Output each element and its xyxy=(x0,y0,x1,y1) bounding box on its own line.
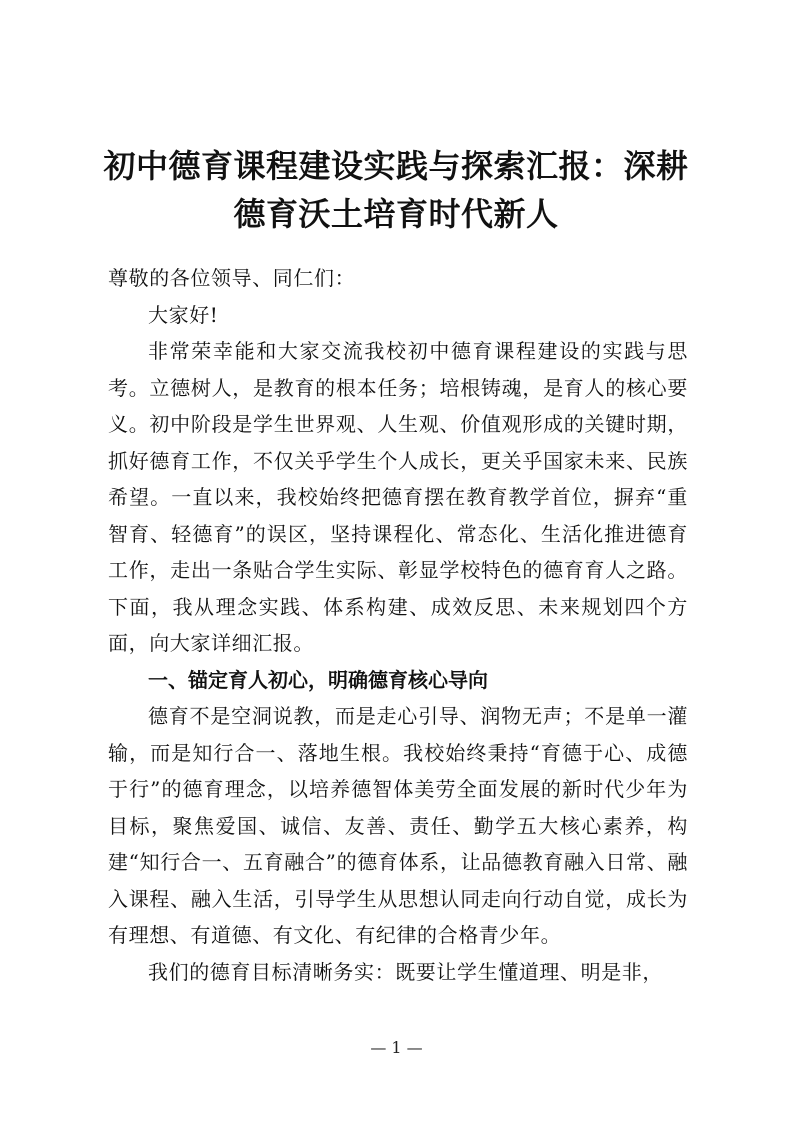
document-body xyxy=(108,260,688,990)
greeting: 大家好! xyxy=(148,302,219,327)
page-number: — 1 — xyxy=(370,1038,423,1057)
title-line-2: 德育沃土培育时代新人 xyxy=(233,195,559,233)
section-paragraph: 德育不是空洞说教，而是走心引导、润物无声；不是单一灌输，而是知行合一、落地生根。我校始终秉持“育德于心、成德于行”的德育理念，以培养德智体美劳全面发展的新时代少年为目标，聚焦爱国、诚信、友善、责任、勤学五大核心素养，构建“知行合一、五育融合”的德育体系，让品德教育融入日常、融入课程、融入生活，引导学生从思想认同走向行动自觉，成长为有理想、有道德、有文化、有纪律的合格青少年。 xyxy=(108,704,688,947)
salutation: 尊敬的各位领导、同仁们： xyxy=(108,266,356,290)
section-heading: 一、锚定育人初心，明确德育核心导向 xyxy=(148,667,488,692)
document-title xyxy=(96,142,696,238)
intro-paragraph: 非常荣幸能和大家交流我校初中德育课程建设的实践与思考。立德树人，是教育的根本任务；培根铸魂，是育人的核心要义。初中阶段是学生世界观、人生观、价值观形成的关键时期，抓好德育工作，不仅关乎学生个人成长，更关乎国家未来、民族希望。一直以来，我校始终把德育摆在教育教学首位，摒弃“重智育、轻德育”的误区，坚持课程化、常态化、生活化推进德育工作，走出一条贴合学生实际、彰显学校特色的德育育人之路。下面，我从理念实践、体系构建、成效反思、未来规划四个方面，向大家详细汇报。 xyxy=(108,339,688,655)
section-paragraph: 我们的德育目标清晰务实：既要让学生懂道理、明是非， xyxy=(148,959,663,984)
title-line-1: 初中德育课程建设实践与探索汇报：深耕 xyxy=(103,147,689,185)
